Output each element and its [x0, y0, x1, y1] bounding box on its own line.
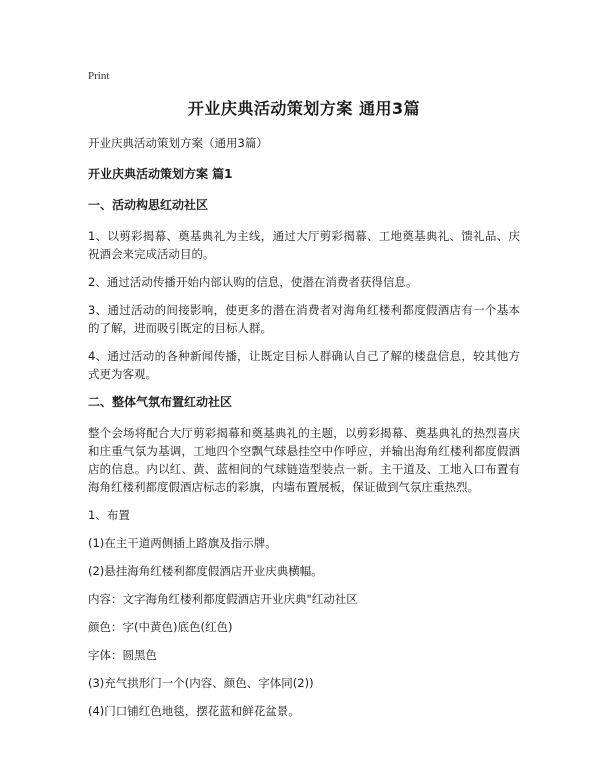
section-2-line-8: (4)门口铺红色地毯，摆花蓝和鲜花盆景。 — [88, 704, 300, 718]
section-2-heading: 二、整体气氛布置红动社区 — [88, 395, 233, 409]
section-2-line-6: 字体：圆黑色 — [88, 648, 157, 662]
section-1-item-4: 4、通过活动的各种新闻传播，让既定目标人群确认自己了解的楼盘信息，较其他方式更为客观。 — [88, 349, 520, 381]
section-2-intro: 整个会场将配合大厅剪彩揭幕和奠基典礼的主题，以剪彩揭幕、奠基典礼的热烈喜庆和庄重气氛为基调，工地四个空飘气球悬挂空中作呼应，并输出海角红楼利都度假酒店的信息。内以红、黄、蓝相间的气球链造型装点一新。主干道及、工地入口布置有海角红楼利都度假酒店标志的彩旗，内墙布置展板，保证做到气氛庄重热烈。 — [88, 426, 520, 494]
section-2-line-7: (3)充气拱形门一个(内容、颜色、字体同(2)) — [88, 676, 314, 690]
document-page — [88, 70, 520, 730]
section-1-item-2: 2、通过活动传播开始内部认购的信息，使潜在消费者获得信息。 — [88, 275, 418, 289]
document-subtitle: 开业庆典活动策划方案（通用3篇） — [88, 136, 268, 150]
section-2-line-1: 1、布置 — [88, 508, 130, 522]
article-heading: 开业庆典活动策划方案 篇1 — [88, 167, 233, 181]
section-2-line-5: 颜色：字(中黄色)底色(红色) — [88, 620, 233, 634]
section-1-item-3: 3、通过活动的间接影响，使更多的潜在消费者对海角红楼利都度假酒店有一个基本的了解，进而吸引既定的目标人群。 — [88, 303, 520, 335]
document-title: 开业庆典活动策划方案 通用3篇 — [187, 99, 421, 118]
section-2-line-3: (2)悬挂海角红楼利都度假酒店开业庆典横幅。 — [88, 564, 323, 578]
section-1-item-1: 1、以剪彩揭幕、奠基典礼为主线，通过大厅剪彩揭幕、工地奠基典礼、馈礼品、庆祝酒会来完成活动目的。 — [88, 229, 520, 261]
section-2-line-2: (1)在主干道两侧插上路旗及指示牌。 — [88, 536, 277, 550]
print-label[interactable]: Print — [88, 70, 110, 82]
section-1-heading: 一、活动构思红动社区 — [88, 198, 209, 212]
section-2-line-4: 内容：文字海角红楼利都度假酒店开业庆典"红动社区 — [88, 592, 358, 606]
